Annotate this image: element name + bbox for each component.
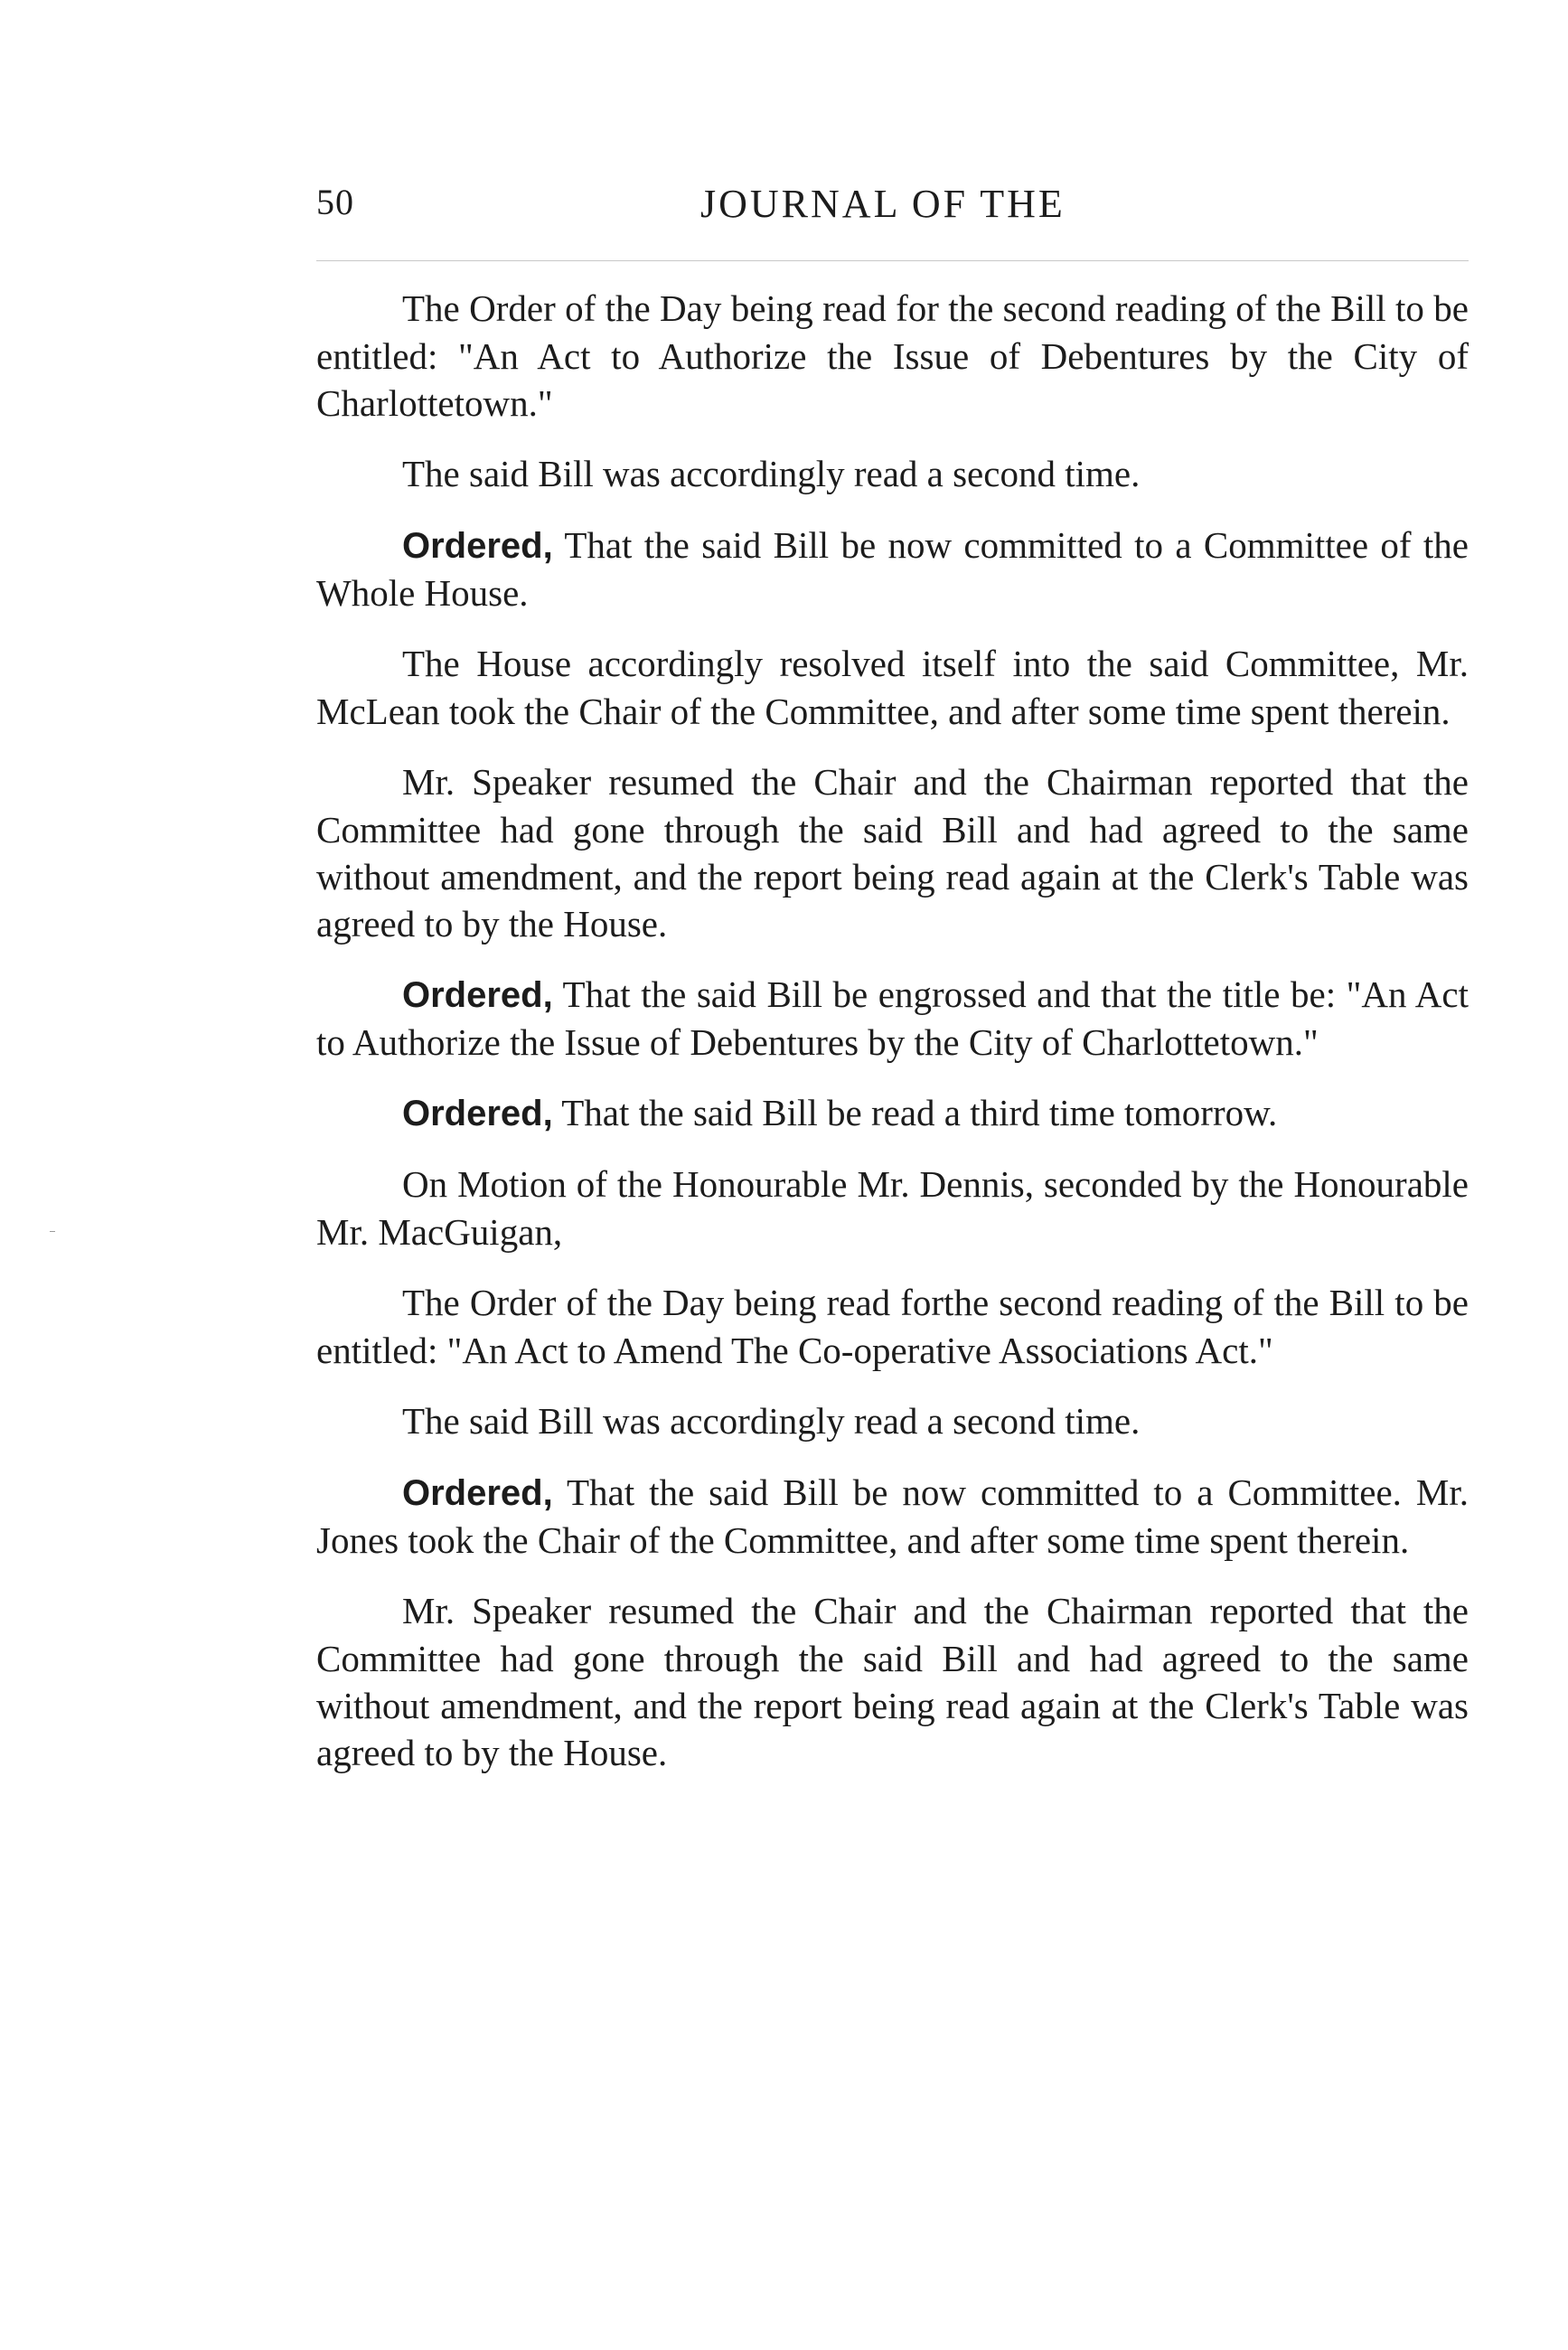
ordered-keyword: Ordered, bbox=[402, 526, 553, 566]
paragraph bbox=[316, 758, 1469, 947]
paragraph bbox=[316, 522, 1469, 616]
paragraph-text: The House accordingly resolved itself into the said Committee, Mr. McLean took the Chair of the Committee, and after some time spent therein. bbox=[316, 643, 1469, 732]
ordered-keyword: Ordered, bbox=[402, 975, 553, 1015]
page-header bbox=[316, 181, 1469, 244]
paragraph-text: That the said Bill be engrossed and that the title be: "An Act to Authorize the Issue of Debentures by the City of Charlottetown." bbox=[316, 973, 1469, 1063]
paragraph-text: That the said Bill be now committed to a Committee. Mr. Jones took the Chair of the Committee, and after some time spent therein. bbox=[316, 1471, 1469, 1561]
paragraph bbox=[316, 1279, 1469, 1374]
ordered-keyword: Ordered, bbox=[402, 1094, 553, 1133]
paragraph bbox=[316, 285, 1469, 427]
paragraph-text: That the said Bill be now committed to a Committee of the Whole House. bbox=[316, 524, 1469, 614]
paragraph bbox=[316, 450, 1469, 498]
paragraph bbox=[316, 971, 1469, 1066]
paragraph bbox=[316, 1469, 1469, 1564]
journal-page bbox=[316, 181, 1469, 1773]
paragraph-text: That the said Bill be read a third time tomorrow. bbox=[552, 1092, 1278, 1133]
paragraph-text: Mr. Speaker resumed the Chair and the Chairman reported that the Committee had gone through the said Bill and had agreed to the same without amendment, and the report being read again at the Clerk's Table was agreed to by the House. bbox=[316, 761, 1469, 945]
paragraph bbox=[316, 640, 1469, 735]
paragraph bbox=[316, 1587, 1469, 1776]
ordered-keyword: Ordered, bbox=[402, 1473, 553, 1513]
paragraph bbox=[316, 1397, 1469, 1445]
paragraph-text: The Order of the Day being read for the second reading of the Bill to be entitled: "An Act to Authorize the Issue of Debentures by the City of Charlottetown." bbox=[316, 287, 1469, 424]
header-rule bbox=[316, 260, 1469, 261]
margin-mark bbox=[50, 1231, 55, 1232]
running-title: JOURNAL OF THE bbox=[700, 182, 1066, 226]
paragraph-text: The said Bill was accordingly read a second time. bbox=[402, 1400, 1141, 1442]
journal-body bbox=[316, 285, 1469, 1800]
paragraph bbox=[316, 1161, 1469, 1255]
paragraph-text: The Order of the Day being read forthe second reading of the Bill to be entitled: "An Act to Amend The Co-operative Associations Act." bbox=[316, 1282, 1469, 1371]
paragraph-text: On Motion of the Honourable Mr. Dennis, seconded by the Honourable Mr. MacGuigan, bbox=[316, 1163, 1469, 1253]
paragraph-text: The said Bill was accordingly read a second time. bbox=[402, 453, 1141, 494]
paragraph-text: Mr. Speaker resumed the Chair and the Chairman reported that the Committee had gone through the said Bill and had agreed to the same without amendment, and the report being read again at the Clerk's Table was agreed to by the House. bbox=[316, 1590, 1469, 1773]
page-number: 50 bbox=[316, 182, 354, 222]
paragraph bbox=[316, 1089, 1469, 1137]
